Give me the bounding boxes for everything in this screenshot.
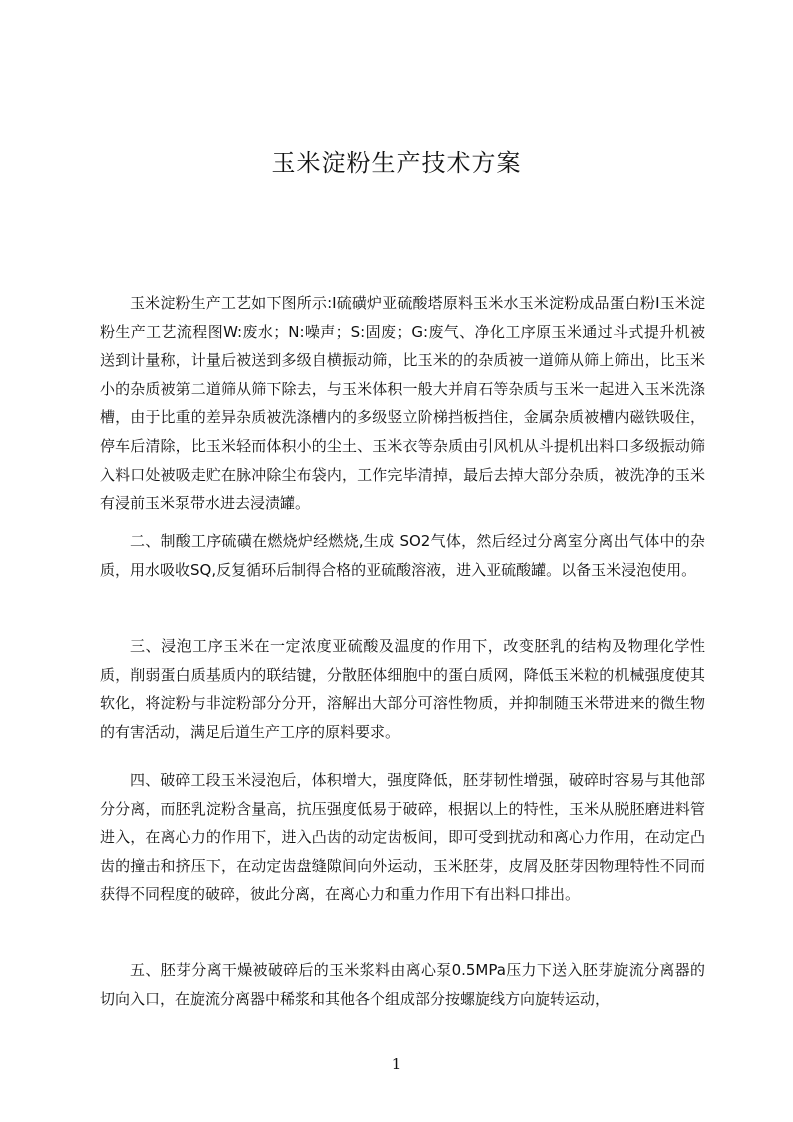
paragraph-crushing: 四、破碎工段玉米浸泡后，体积增大，强度降低，胚芽韧性增强，破碎时容易与其他部分分离，而胚乳淀粉含量高，抗压强度低易于破碎，根据以上的特性，玉米从脱胚磨进料管进入，在离心力的作用下，进入凸齿的动定齿板间，即可受到扰动和离心力作用，在动定凸齿的撞击和挤压下，在动定齿盘缝隙间向外运动，玉米胚芽，皮屑及胚芽因物理特性不同而获得不同程度的破碎，彼此分离，在离心力和重力作用下有出料口排出。 (100, 771, 705, 904)
paragraph-process-overview: 玉米淀粉生产工艺如下图所示:I硫磺炉亚硫酸塔原料玉米水玉米淀粉成品蛋白粉I玉米淀粉生产工艺流程图W:废水；N:噪声；S:固废；G:废气、净化工序原玉米通过斗式提升机被送到计量称，计量后被送到多级自横振动筛，比玉米的的杂质被一道筛从筛上筛出，比玉米小的杂质被第二道筛从筛下除去，与玉米体积一般大并肩石等杂质与玉米一起进入玉米洗涤槽，由于比重的差异杂质被洗涤槽内的多级竖立阶梯挡板挡住，金属杂质被槽内磁铁吸住，停车后清除，比玉米轻而体积小的尘土、玉米衣等杂质由引风机从斗提机出料口多级振动筛入料口处被吸走贮在脉冲除尘布袋内，工作完毕清掉，最后去掉大部分杂质，被洗净的玉米有浸前玉米泵带水进去浸渍罐。 (100, 294, 705, 513)
page-number: 1 (391, 1055, 402, 1073)
paragraph-steeping: 三、浸泡工序玉米在一定浓度亚硫酸及温度的作用下，改变胚乳的结构及物理化学性质，削弱蛋白质基质内的联结键，分散胚体细胞中的蛋白质网，降低玉米粒的机械强度使其软化，将淀粉与非淀粉部分分开，溶解出大部分可溶性物质，并抑制随玉米带进来的微生物的有害活动，满足后道生产工序的原料要求。 (100, 637, 705, 741)
paragraph-acid-making: 二、制酸工序硫磺在燃烧炉经燃烧,生成 SO2气体，然后经过分离室分离出气体中的杂质，用水吸收SQ,反复循环后制得合格的亚硫酸溶液，进入亚硫酸罐。以备玉米浸泡使用。 (100, 532, 705, 579)
document-title: 玉米淀粉生产技术方案 (271, 149, 522, 177)
paragraph-germ-separation: 五、胚芽分离干燥被破碎后的玉米浆料由离心泵0.5MPa压力下送入胚芽旋流分离器的切向入口，在旋流分离器中稀浆和其他各个组成部分按螺旋线方向旋转运动， (100, 961, 705, 1008)
